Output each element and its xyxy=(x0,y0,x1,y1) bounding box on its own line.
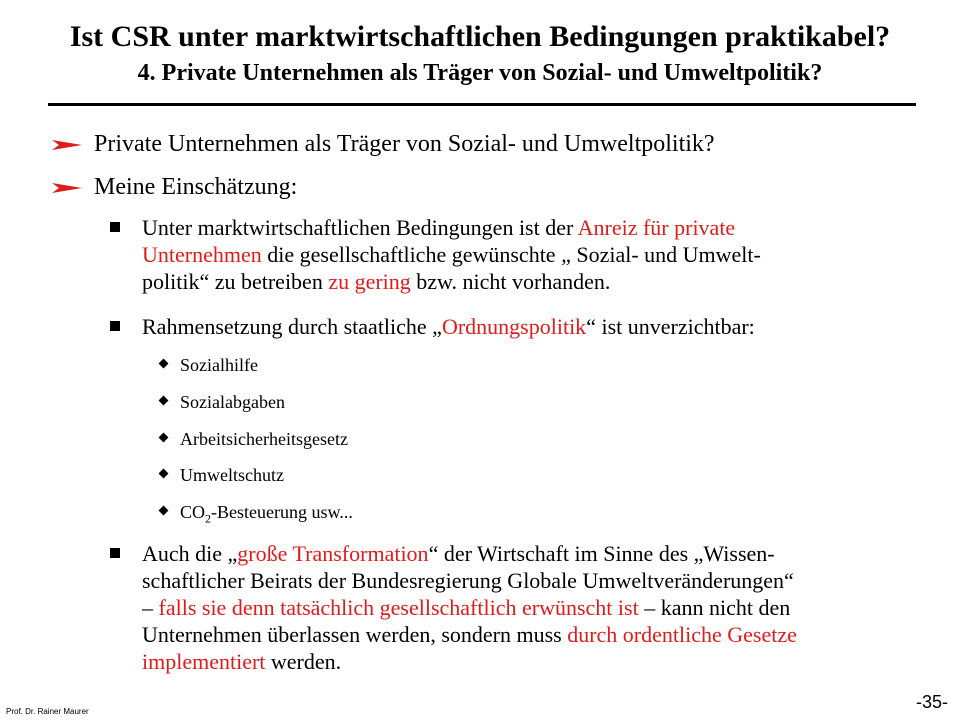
level3-item: $CO_2$-Besteuerung usw... xyxy=(158,500,353,531)
diamond-bullet-icon xyxy=(159,469,169,479)
level1-text: Meine Einschätzung: xyxy=(94,174,298,200)
level2-text: Auch die „große Transformation“ der Wirtschaft im Sinne des „Wissen- schaftlicher Beirats der Bundesregierung Globale Umweltveränderungen“ – falls sie denn tatsächlich gesellschaftlich erwünscht ist – kann nicht den Unternehmen überlassen werden, sondern muss durch ordentliche Gesetze implementiert werden. xyxy=(142,541,797,674)
level2-item xyxy=(110,540,920,675)
diamond-bullet-icon xyxy=(159,359,169,369)
level3-item: Arbeitsicherheitsgesetz xyxy=(158,427,348,451)
slide-title: Ist CSR unter marktwirtschaftlichen Bedingungen praktikabel? xyxy=(69,20,891,53)
title-divider xyxy=(48,103,916,106)
level1-text: Private Unternehmen als Träger von Sozial- und Umweltpolitik? xyxy=(94,131,715,157)
level1-item xyxy=(52,130,715,158)
square-bullet-icon xyxy=(110,321,120,331)
slide-subtitle: 4. Private Unternehmen als Träger von Sozial- und Umweltpolitik? xyxy=(137,60,823,86)
level2-text: Rahmensetzung durch staatliche „Ordnungspolitik“ ist unverzichtbar: xyxy=(142,314,755,339)
level2-item xyxy=(110,313,920,340)
level1-item xyxy=(52,173,297,201)
square-bullet-icon xyxy=(110,222,120,232)
level3-item: Sozialabgaben xyxy=(158,390,285,414)
arrow-bullet-icon xyxy=(52,130,94,158)
square-bullet-icon xyxy=(110,548,120,558)
footer-author: Prof. Dr. Rainer Maurer xyxy=(6,707,89,716)
diamond-bullet-icon xyxy=(159,506,169,516)
level3-item: Sozialhilfe xyxy=(158,353,258,377)
diamond-bullet-icon xyxy=(159,433,169,443)
diamond-bullet-icon xyxy=(159,396,169,406)
arrow-bullet-icon xyxy=(52,173,94,201)
level2-item xyxy=(110,214,920,295)
level3-item: Umweltschutz xyxy=(158,463,284,487)
level2-text: Unter marktwirtschaftlichen Bedingungen ist der Anreiz für private Unternehmen die gesellschaftliche gewünschte „ Sozial- und Umwelt- politik“ zu betreiben zu gering bzw. nicht vorhanden. xyxy=(142,215,761,294)
page-number: -35- xyxy=(915,692,948,712)
